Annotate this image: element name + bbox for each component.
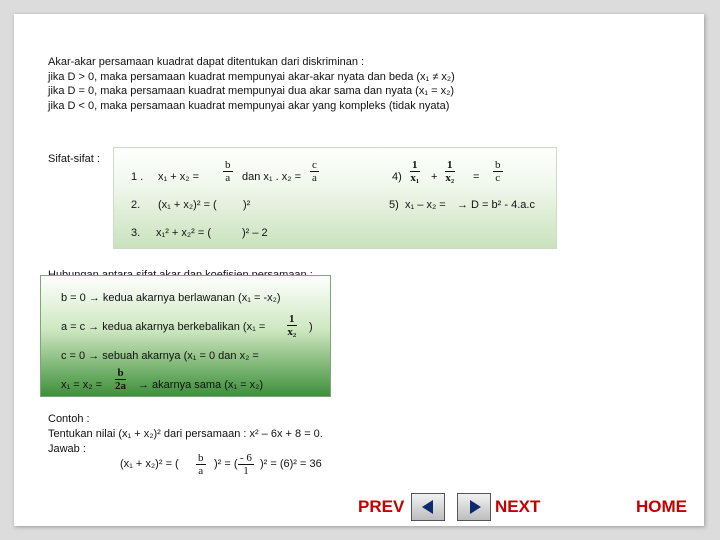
intro-line-4: jika D < 0, maka persamaan kuadrat mempunyai akar yang kompleks (tidak nyata): [48, 99, 450, 112]
sifat-item-3-number: 3.: [131, 227, 141, 239]
sifat-heading: Sifat-sifat :: [48, 153, 100, 165]
fraction-minus-b-over-c: [493, 159, 503, 184]
next-link[interactable]: NEXT: [495, 497, 541, 516]
next-button[interactable]: [457, 493, 491, 521]
sifat-item-5-difference: x₁ – x₂ =: [405, 199, 446, 211]
sifat-item-5-discriminant: → D = b² - 4.a.c: [457, 199, 535, 211]
sifat-item-1-sum: x₁ + x₂ =: [158, 171, 199, 183]
fraction-numerator: b: [495, 159, 501, 171]
hubungan-row-4: x₁ = x₂ =: [61, 379, 102, 391]
arrow-left-icon: [422, 500, 433, 514]
fraction-denominator: 2a: [115, 380, 126, 392]
sifat-item-5-number: 5): [389, 199, 399, 211]
fraction-numerator: c: [312, 159, 317, 171]
fraction-numerator: 1: [289, 313, 295, 325]
fraction-1-over-x2: [287, 313, 297, 338]
prev-link[interactable]: PREV: [358, 497, 405, 516]
fraction-denominator: a: [312, 172, 317, 184]
contoh-question: Tentukan nilai (x₁ + x₂)² dari persamaan : x² – 6x + 8 = 0.: [48, 428, 323, 440]
fraction-numerator: b: [198, 452, 204, 464]
fraction-minus-b-over-a: [196, 452, 206, 477]
fraction-minus-6-over-1: [238, 452, 254, 477]
fraction-numerator: b: [115, 367, 126, 380]
contoh-heading: Contoh :: [48, 413, 90, 425]
hubungan-row-3: c = 0 → sebuah akarnya (x₁ = 0 dan x₂ =: [61, 350, 259, 362]
fraction-numerator: 1: [447, 159, 453, 171]
answer-middle: )² = (: [214, 458, 238, 470]
fraction-1-over-x1: [410, 159, 420, 184]
fraction-1-over-x2: [445, 159, 455, 184]
intro-line-1: Akar-akar persamaan kuadrat dapat ditentukan dari diskriminan :: [48, 56, 365, 68]
arrow-right-icon: [470, 500, 481, 514]
jawab-label: Jawab :: [48, 443, 86, 455]
fraction-numerator: b: [225, 159, 231, 171]
fraction-denominator: c: [495, 172, 501, 184]
fraction-numerator: 1: [412, 159, 418, 171]
sifat-item-3-close: )² – 2: [242, 227, 268, 239]
plus-sign: +: [431, 171, 438, 183]
answer-start: (x₁ + x₂)² = (: [120, 458, 179, 470]
hubungan-row-4-text: → akarnya sama (x₁ = x₂): [138, 379, 264, 391]
hubungan-row-2: a = c → kedua akarnya berkebalikan (x₁ =: [61, 321, 266, 333]
fraction-denominator: x₂: [287, 326, 297, 338]
answer-end: )² = (6)² = 36: [260, 458, 322, 470]
intro-line-3: jika D = 0, maka persamaan kuadrat mempunyai dua akar sama dan nyata (x₁ = x₂): [48, 85, 455, 97]
fraction-c-over-a: [310, 159, 319, 184]
fraction-minus-b-over-2a: [115, 367, 126, 392]
fraction-denominator: a: [225, 172, 231, 184]
fraction-denominator: 1: [243, 465, 249, 477]
intro-line-2: jika D > 0, maka persamaan kuadrat mempunyai akar-akar nyata dan beda (x₁ ≠ x₂): [48, 70, 455, 83]
equals-sign: =: [473, 171, 480, 183]
sifat-item-2-number: 2.: [131, 199, 141, 211]
hubungan-row-1: b = 0 → kedua akarnya berlawanan (x₁ = -x₂): [61, 292, 281, 304]
fraction-numerator: - 6: [240, 452, 252, 464]
sifat-item-4-number: 4): [392, 171, 402, 183]
fraction-denominator: x₁: [410, 172, 420, 184]
fraction-denominator: a: [198, 465, 204, 477]
fraction-denominator: x₂: [445, 172, 455, 184]
intro-text: [48, 55, 455, 113]
prev-button[interactable]: [411, 493, 445, 521]
hubungan-row-2-close: ): [309, 321, 313, 333]
sifat-item-2-expression: (x₁ + x₂)² = (: [158, 199, 217, 211]
home-link[interactable]: HOME: [636, 497, 687, 516]
sifat-item-1-product: dan x₁ . x₂ =: [242, 171, 302, 183]
sifat-item-2-close: )²: [243, 199, 251, 211]
fraction-minus-b-over-a: [223, 159, 233, 184]
sifat-item-3-expression: x₁² + x₂² = (: [156, 227, 212, 239]
sifat-item-1-number: 1 .: [131, 171, 144, 183]
